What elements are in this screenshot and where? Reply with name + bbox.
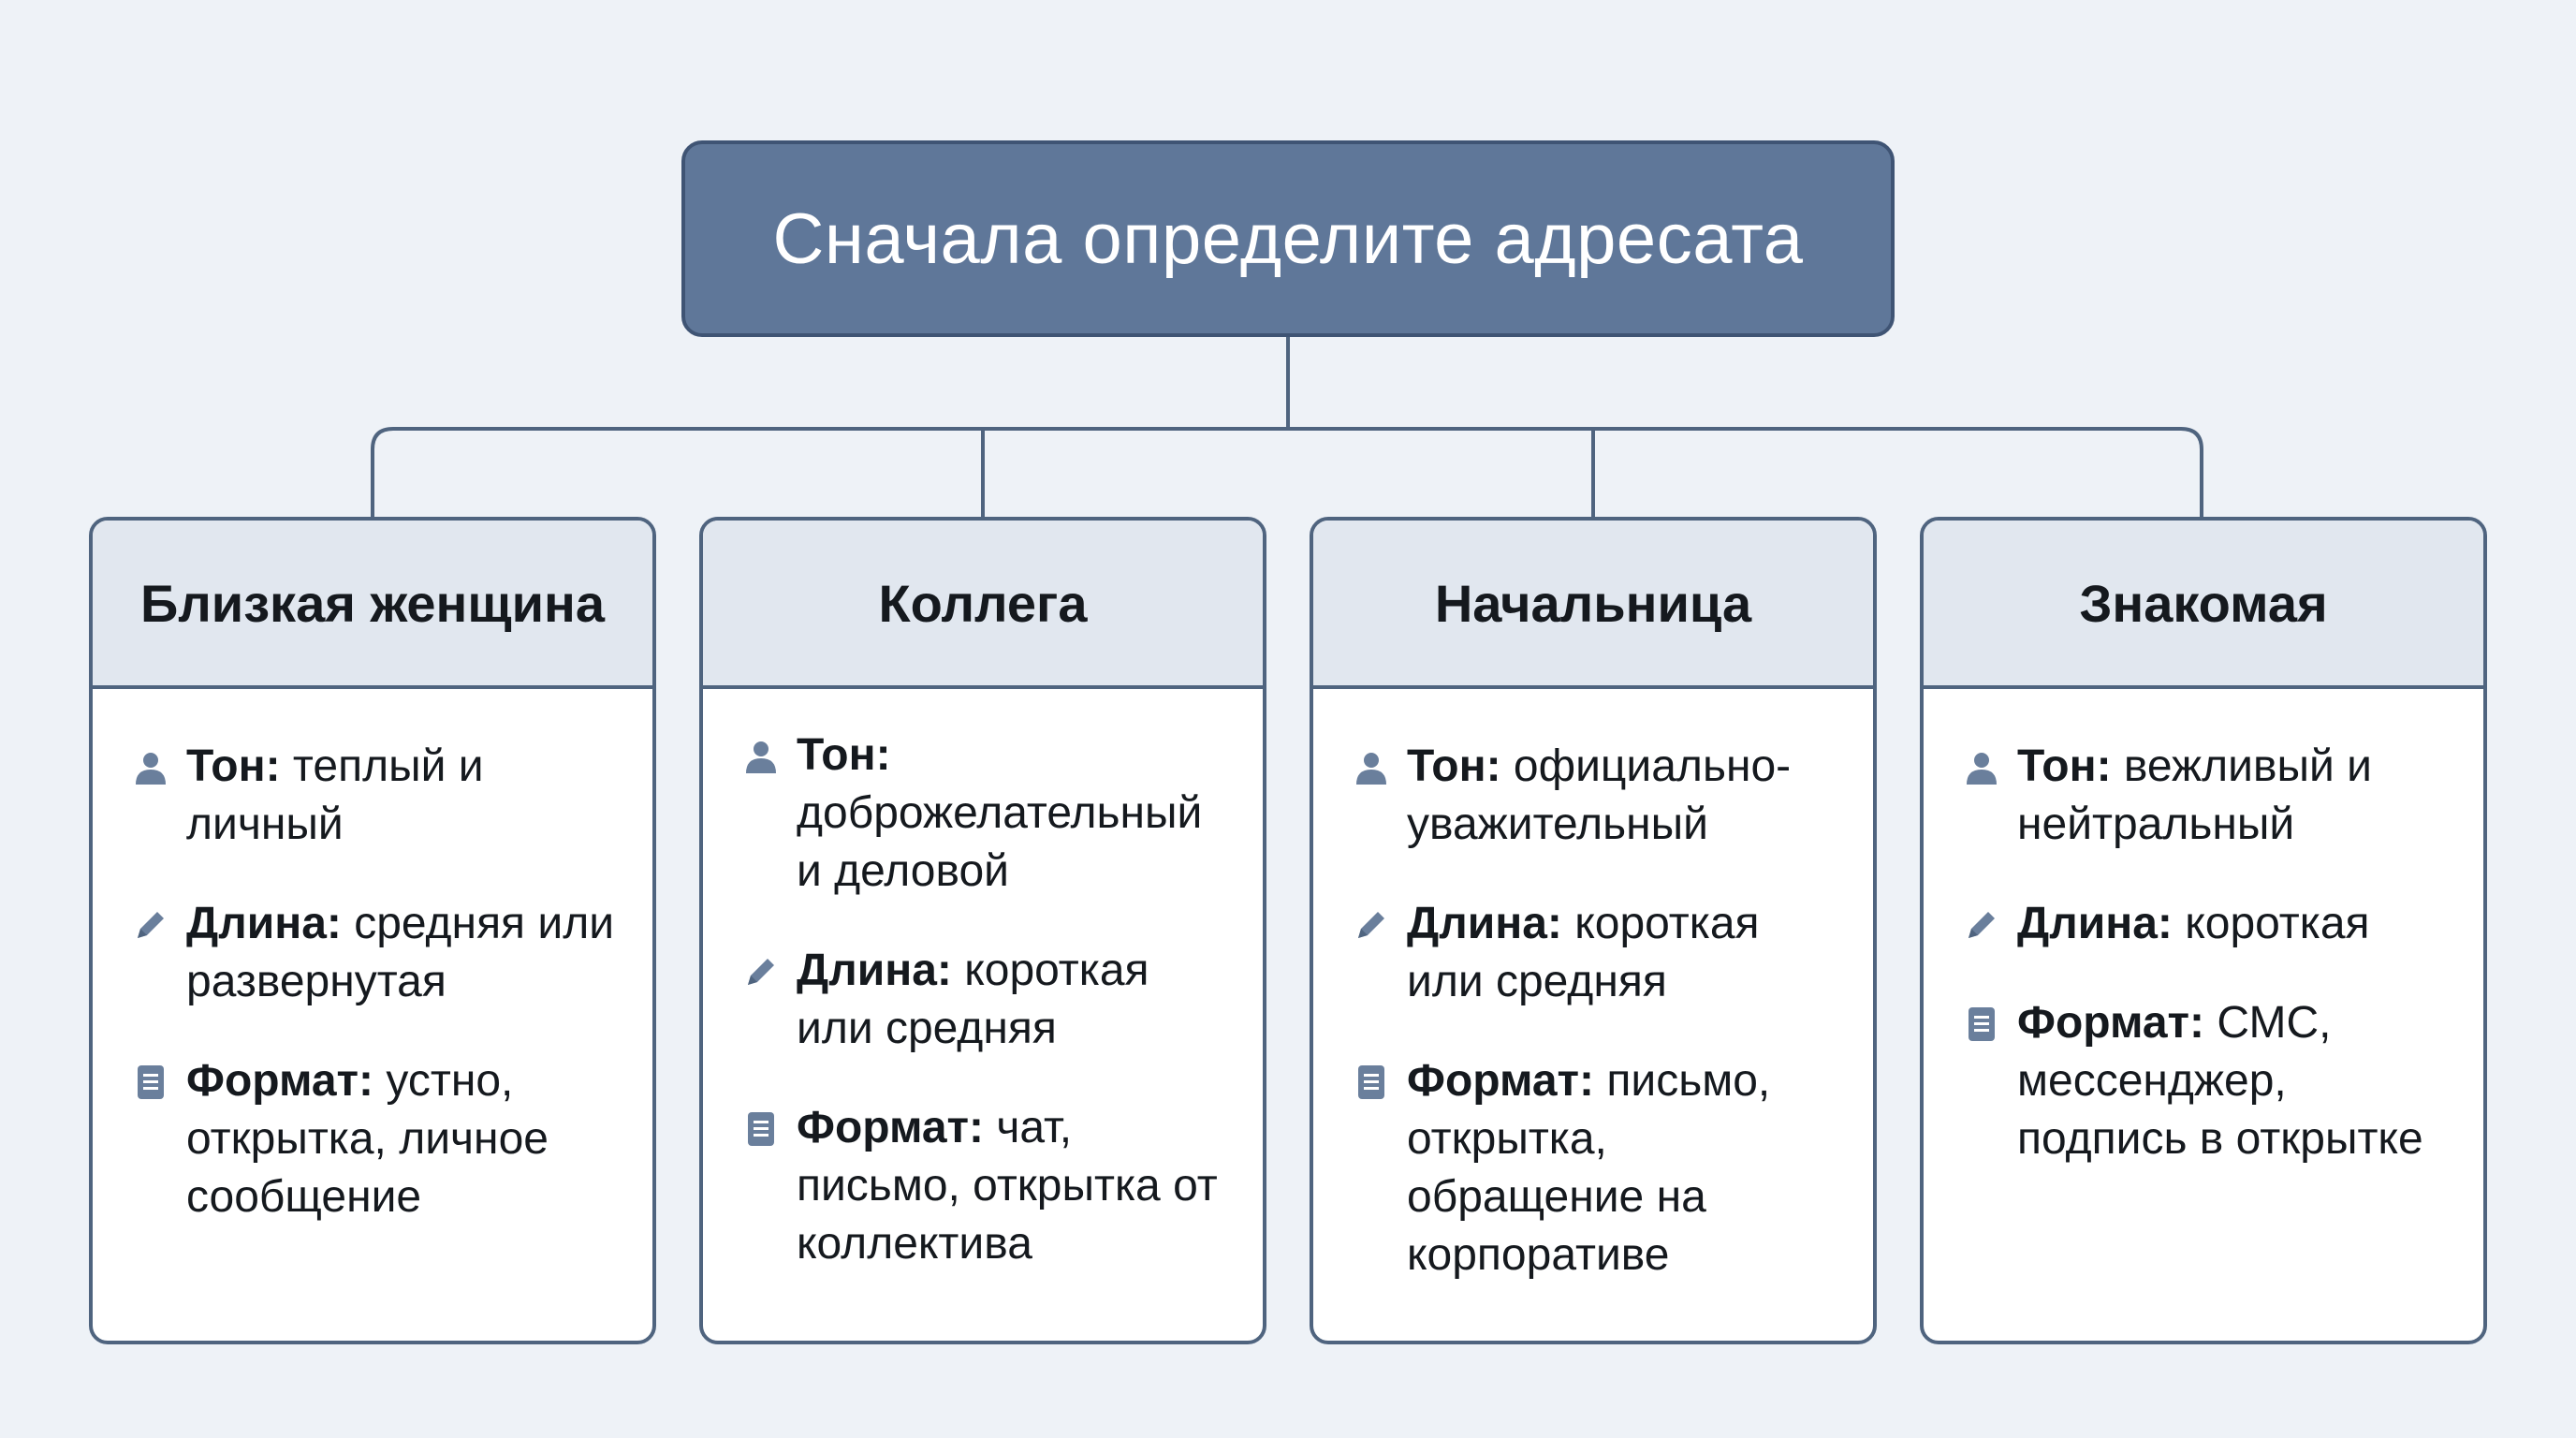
document-icon xyxy=(1353,1064,1390,1101)
person-icon xyxy=(1963,749,2000,786)
card-title: Близкая женщина xyxy=(139,573,606,633)
pencil-icon xyxy=(742,953,780,990)
card-boss xyxy=(1310,517,1877,1344)
length-item xyxy=(1353,895,1845,1011)
card-body xyxy=(1924,689,2483,1168)
card-colleague xyxy=(699,517,1266,1344)
item-label: Длина: xyxy=(797,946,952,995)
length-item xyxy=(742,942,1235,1058)
item-text: доброжелательный и деловой xyxy=(797,788,1203,896)
item-text: короткая или средняя xyxy=(1407,899,1760,1006)
document-icon xyxy=(132,1064,169,1101)
item-label: Длина: xyxy=(2017,899,2173,948)
card-body xyxy=(93,689,652,1226)
length-item xyxy=(132,895,624,1011)
card-header xyxy=(93,521,652,689)
card-acquaintance xyxy=(1920,517,2487,1344)
card-title: Знакомая xyxy=(2079,573,2328,633)
item-text: устно, открытка, личное сообщение xyxy=(186,1056,549,1222)
item-label: Длина: xyxy=(1407,899,1562,948)
item-text: вежливый и нейтральный xyxy=(2017,741,2372,849)
card-title: Начальница xyxy=(1434,573,1752,633)
card-close-woman xyxy=(89,517,656,1344)
branch-bus-line xyxy=(373,429,2202,517)
item-label: Тон: xyxy=(1407,741,1501,791)
tone-item xyxy=(742,726,1235,901)
pencil-icon xyxy=(132,906,169,944)
person-icon xyxy=(1353,749,1390,786)
item-text: чат, письмо, открытка от коллектива xyxy=(797,1103,1218,1269)
root-title: Сначала определите адресата xyxy=(772,198,1804,279)
item-label: Длина: xyxy=(186,899,342,948)
item-text: письмо, открытка, обращение на корпоративе xyxy=(1407,1056,1771,1280)
item-text: официально-уважительный xyxy=(1407,741,1792,849)
item-text: теплый и личный xyxy=(186,741,484,849)
pencil-icon xyxy=(1353,906,1390,944)
tone-item xyxy=(1353,738,1845,854)
item-text: короткая xyxy=(2172,899,2370,948)
person-icon xyxy=(132,749,169,786)
item-text: средняя или развернутая xyxy=(186,899,615,1006)
card-header xyxy=(1313,521,1873,689)
format-item xyxy=(1963,994,2455,1168)
format-item xyxy=(132,1052,624,1226)
item-label: Формат: xyxy=(1407,1056,1595,1106)
item-label: Тон: xyxy=(186,741,281,791)
root-node xyxy=(681,140,1895,337)
format-item xyxy=(1353,1052,1845,1284)
card-header xyxy=(703,521,1263,689)
item-label: Тон: xyxy=(797,730,891,780)
format-item xyxy=(742,1099,1235,1273)
item-label: Формат: xyxy=(797,1103,985,1152)
person-icon xyxy=(742,738,780,775)
document-icon xyxy=(1963,1005,2000,1043)
document-icon xyxy=(742,1110,780,1148)
card-title: Коллега xyxy=(878,573,1088,633)
tone-item xyxy=(132,738,624,854)
item-label: Формат: xyxy=(2017,998,2205,1048)
pencil-icon xyxy=(1963,906,2000,944)
item-text: СМС, мессенджер, подпись в открытке xyxy=(2017,998,2423,1164)
item-label: Тон: xyxy=(2017,741,2112,791)
item-label: Формат: xyxy=(186,1056,374,1106)
card-body xyxy=(703,689,1263,1273)
card-body xyxy=(1313,689,1873,1284)
length-item xyxy=(1963,895,2455,953)
tone-item xyxy=(1963,738,2455,854)
card-header xyxy=(1924,521,2483,689)
item-text: короткая или средняя xyxy=(797,946,1149,1053)
